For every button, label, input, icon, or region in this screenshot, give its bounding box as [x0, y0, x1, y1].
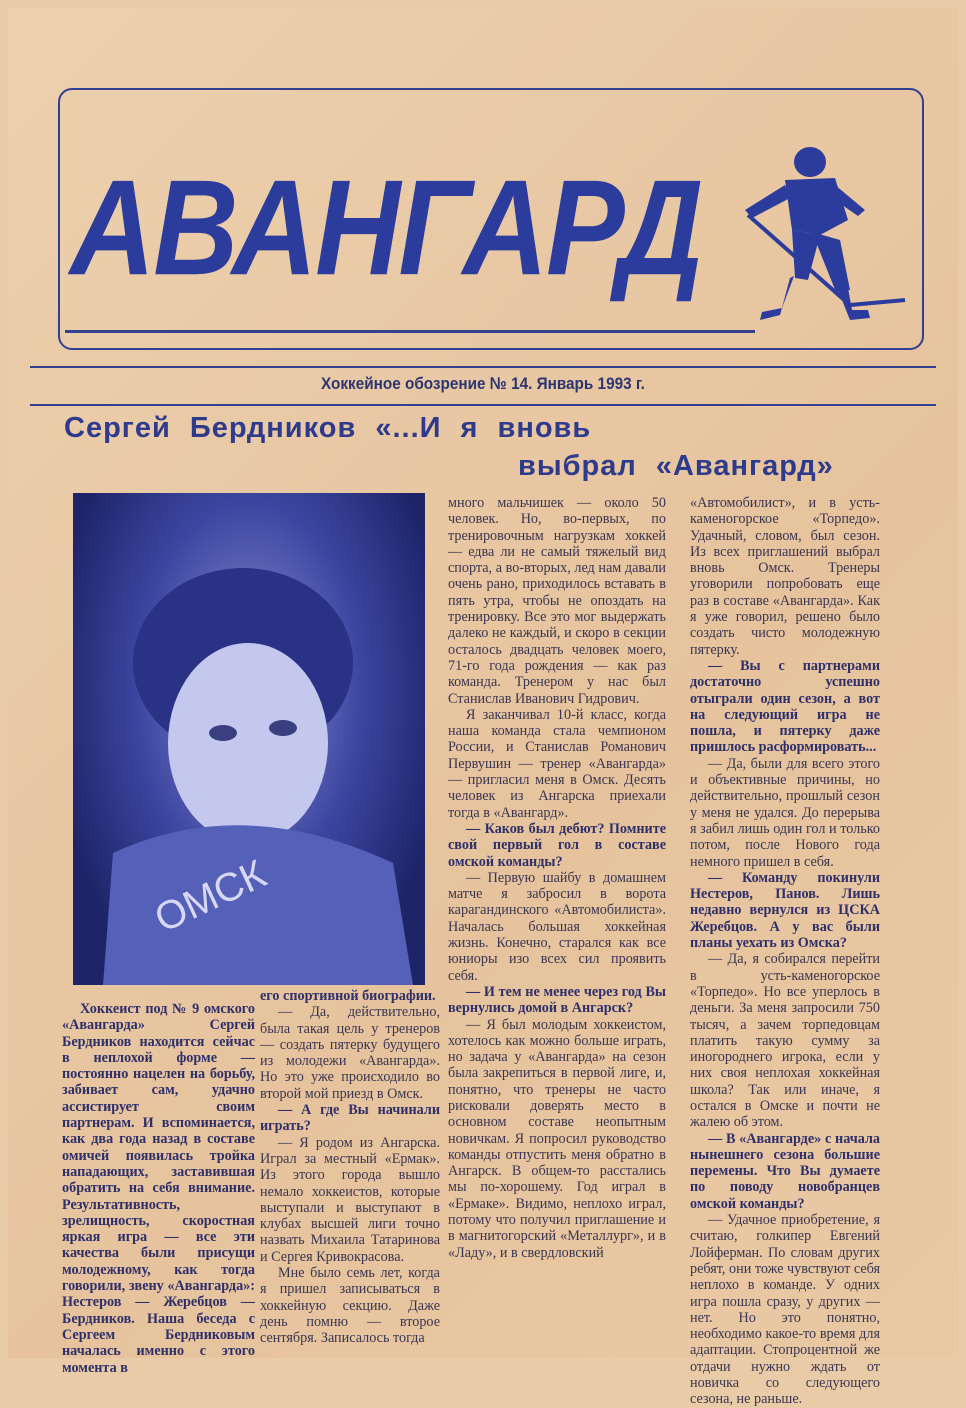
intro-paragraph: Хоккеист под № 9 омского «Авангарда» Сергей Бердников находится сейчас в неплохой форме — постоянно нацелен на борьбу, забивает сам, удачно ассистирует своим партнерам. И вспоминается, как два года назад в составе омичей появилась тройка нападающих, заставившая обратить на себя внимание. Результативность, зрелищность, скоростная яркая игра — все эти качества были присущи молодежному, как тогда говорили, звену «Авангарда»: Нестеров — Жеребцов — Бердников. Наша беседа с Сергеем Бердниковым началась именно с этого момента в	[62, 1001, 255, 1376]
question: — Каков был дебют? Помните свой первый гол в составе омской команды?	[448, 820, 666, 870]
question: — А где Вы начинали играть?	[260, 1102, 440, 1135]
paragraph: Мне было семь лет, когда я пришел записываться в хоккейную секцию. Даже день помню — второе сентября. Записалось тогда	[260, 1265, 440, 1347]
headline-line-2: выбрал «Авангард»	[518, 450, 834, 482]
paragraph: — Первую шайбу в домашнем матче я забросил в ворота карагандинского «Автомобилиста». Началась большая хоккейная жизнь. Конечно, старался как все юниоры изо всех сил проявить себя.	[448, 869, 666, 984]
hockey-player-icon	[700, 140, 910, 330]
paragraph: — Да, были для всего этого и объективные причины, но действительно, прошлый сезон у меня не удался. До перерыва я забил лишь один гол и только потом, после Нового года немного пришел в себя.	[690, 755, 880, 870]
paragraph: — Я родом из Ангарска. Играл за местный «Ермак». Из этого города вышло немало хоккеистов, которые выступали и выступают в клубах высшей лиги точно назвать Михаила Татаринова и Сергея Кривокрасова.	[260, 1134, 440, 1265]
question: — Вы с партнерами достаточно успешно отыграли один сезон, а вот на следующий игра не пошла, и пятерку даже пришлось расформировать...	[690, 657, 880, 756]
bottom-rule	[30, 404, 936, 406]
column-4	[690, 495, 880, 1408]
paragraph: его спортивной биографии.	[260, 988, 436, 1004]
column-3	[448, 495, 666, 1261]
paragraph: — Да, действительно, была такая цель у тренеров — создать пятерку будущего из молодежи «Авангарда». Но это уже происходило во второй мой приезд в Омск.	[260, 1004, 440, 1102]
column-2	[260, 988, 440, 1347]
top-rule	[30, 366, 936, 368]
paragraph: Я заканчивал 10-й класс, когда наша команда стала чемпионом России, и Станислав Романович Первушин — тренер «Авангарда» — пригласил меня в Омск. Десять человек из Ангарска приехали тогда в «Авангард».	[448, 706, 666, 821]
headline-line-1: Сергей Бердников «...И я вновь	[64, 412, 592, 444]
masthead-underline	[65, 330, 755, 333]
logo-avangard: АВАНГАРД	[70, 152, 702, 305]
question: — В «Авангарде» с начала нынешнего сезона большие перемены. Что Вы думаете по поводу новобранцев омской команды?	[690, 1130, 880, 1212]
svg-text:ОМСК: ОМСК	[148, 851, 273, 942]
paragraph: «Автомобилист», и в усть-каменогорское «Торпедо». Удачный, словом, был сезон. Из всех приглашений выбрал вновь Омск. Тренеры уговорили попробовать еще раз в составе «Авангарда». Как я уже говорил, решено было создать чисто молодежную пятерку.	[690, 495, 880, 658]
question: — И тем не менее через год Вы вернулись домой в Ангарск?	[448, 983, 666, 1017]
paragraph: — Да, я собирался перейти в усть-каменогорское «Торпедо». Но все уперлось в деньги. За меня запросили 750 тысяч, а зачем торпедовцам платить такую сумму за иногороднего игрока, если у них своя неплохая хоккейная школа? Так или иначе, я остался в Омске и почти не жалею об этом.	[690, 951, 880, 1131]
question: — Команду покинули Нестеров, Панов. Лишь недавно вернулся из ЦСКА Жеребцов. А у вас были планы уехать из Омска?	[690, 869, 880, 952]
paragraph: — Удачное приобретение, я считаю, голкипер Евгений Лойферман. По словам других ребят, они тоже чувствуют себя неплохо в команде. У одних игра пошла сразу, у других — нет. Но это понятно, необходимо какое-то время для адаптации. Стопроцентной же отдачи нужно ждать от новичка со следующего сезона, не раньше.	[690, 1212, 881, 1408]
paragraph: — Я был молодым хоккеистом, хотелось как можно больше играть, но задача у «Авангарда» на сезон была закрепиться в первой лиге, и, понятно, что тренеры не часто рисковали доверять место в основном составе неопытным новичкам. Я попросил руководство команды отпустить меня обратно в Ангарск. В общем-то расстались мы по-хорошему. Год играл в «Ермаке». Видимо, неплохо играл, потому что получил приглашение и в магнитогорский «Металлург», и в «Ладу», и в свердловский	[448, 1016, 666, 1261]
player-photo	[73, 493, 425, 985]
column-intro	[62, 1001, 255, 1376]
issue-subtitle: Хоккейное обозрение № 14. Январь 1993 г.	[321, 374, 645, 393]
paragraph: много мальчишек — около 50 человек. Но, во-первых, по тренировочным нагрузкам хоккей — едва ли не самый тяжелый вид спорта, а во-вторых, лед нам давали очень рано, приходилось вставать в пять утра, чтобы не опоздать на тренировку. Все это мог выдержать далеко не каждый, и скоро в секции осталось двадцать человек моего, 71-го года рождения — как раз команда. Тренером у нас был Станислав Иванович Гидрович.	[448, 495, 666, 707]
